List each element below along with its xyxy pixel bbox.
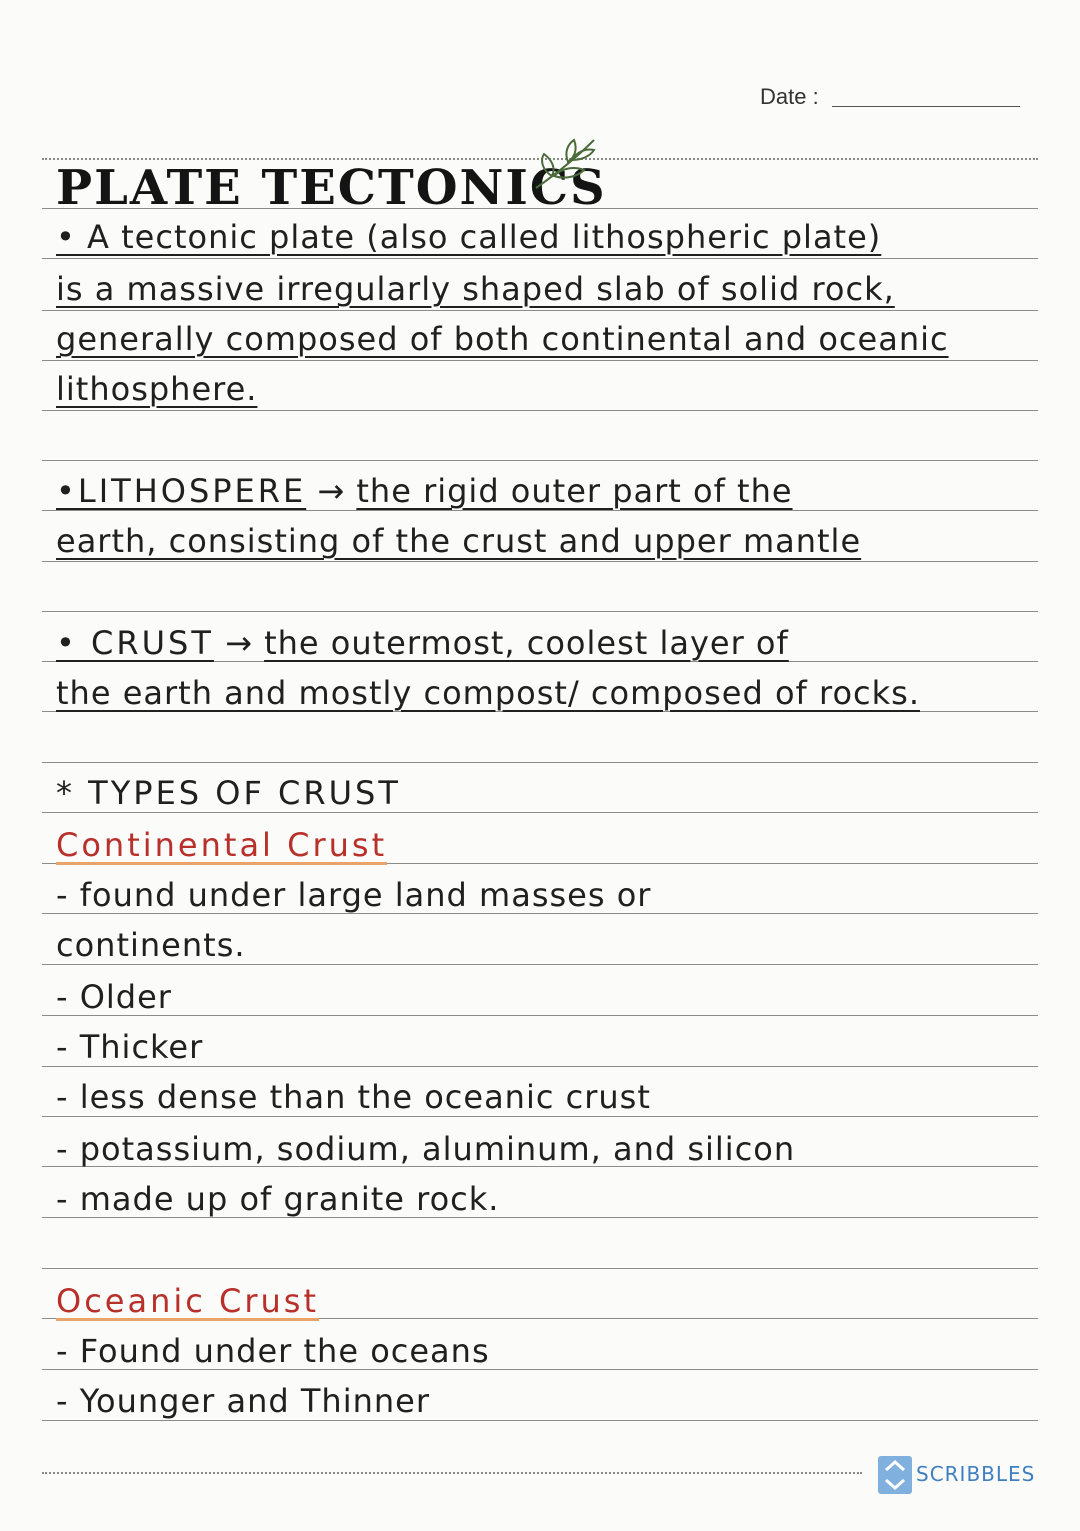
list-item: - Younger and Thinner	[56, 1382, 430, 1420]
ruled-line	[42, 1015, 1038, 1016]
ruled-line	[42, 460, 1038, 461]
ruled-line	[42, 762, 1038, 763]
definition-text: the outermost, coolest layer of	[264, 624, 789, 662]
list-item: - Found under the oceans	[56, 1332, 490, 1370]
ruled-line	[42, 611, 1038, 612]
leaf-sprig-icon	[532, 136, 602, 192]
text-line: earth, consisting of the crust and upper mantle	[56, 522, 862, 560]
recycle-arrows-icon	[876, 1452, 914, 1496]
lithosphere-term: •LITHOSPERE	[56, 472, 307, 510]
lithosphere-definition	[56, 468, 793, 514]
list-item: - made up of granite rock.	[56, 1180, 500, 1218]
crust-term: • CRUST	[56, 624, 214, 662]
definition-text: the rigid outer part of the	[356, 472, 793, 510]
ruled-line	[42, 1472, 862, 1474]
list-item: - Older	[56, 978, 172, 1016]
arrow-icon: →	[306, 472, 357, 510]
text-line: • A tectonic plate (also called lithospheric plate)	[56, 218, 882, 256]
text-line: the earth and mostly compost/ composed of rocks.	[56, 674, 920, 712]
date-label: Date :	[760, 84, 819, 109]
logo-text: SCRIBBLES	[916, 1462, 1036, 1486]
oceanic-crust-heading: Oceanic Crust	[56, 1282, 320, 1320]
list-item: - less dense than the oceanic crust	[56, 1078, 651, 1116]
list-item: - potassium, sodium, aluminum, and silicon	[56, 1130, 796, 1168]
section-heading: * TYPES OF CRUST	[56, 774, 401, 812]
text-line: lithosphere.	[56, 370, 258, 408]
page-title: PLATE TECTONICS	[56, 160, 607, 216]
ruled-line	[42, 1268, 1038, 1269]
crust-definition	[56, 620, 789, 666]
arrow-icon: →	[213, 624, 265, 662]
list-item: - found under large land masses or	[56, 876, 652, 914]
text-line: is a massive irregularly shaped slab of solid rock,	[56, 270, 895, 308]
list-item: continents.	[56, 926, 246, 964]
text-line: generally composed of both continental and oceanic	[56, 320, 949, 358]
list-item: - Thicker	[56, 1028, 204, 1066]
date-blank-line	[832, 106, 1020, 107]
continental-crust-heading: Continental Crust	[56, 826, 388, 864]
scribbles-logo	[876, 1452, 1035, 1496]
